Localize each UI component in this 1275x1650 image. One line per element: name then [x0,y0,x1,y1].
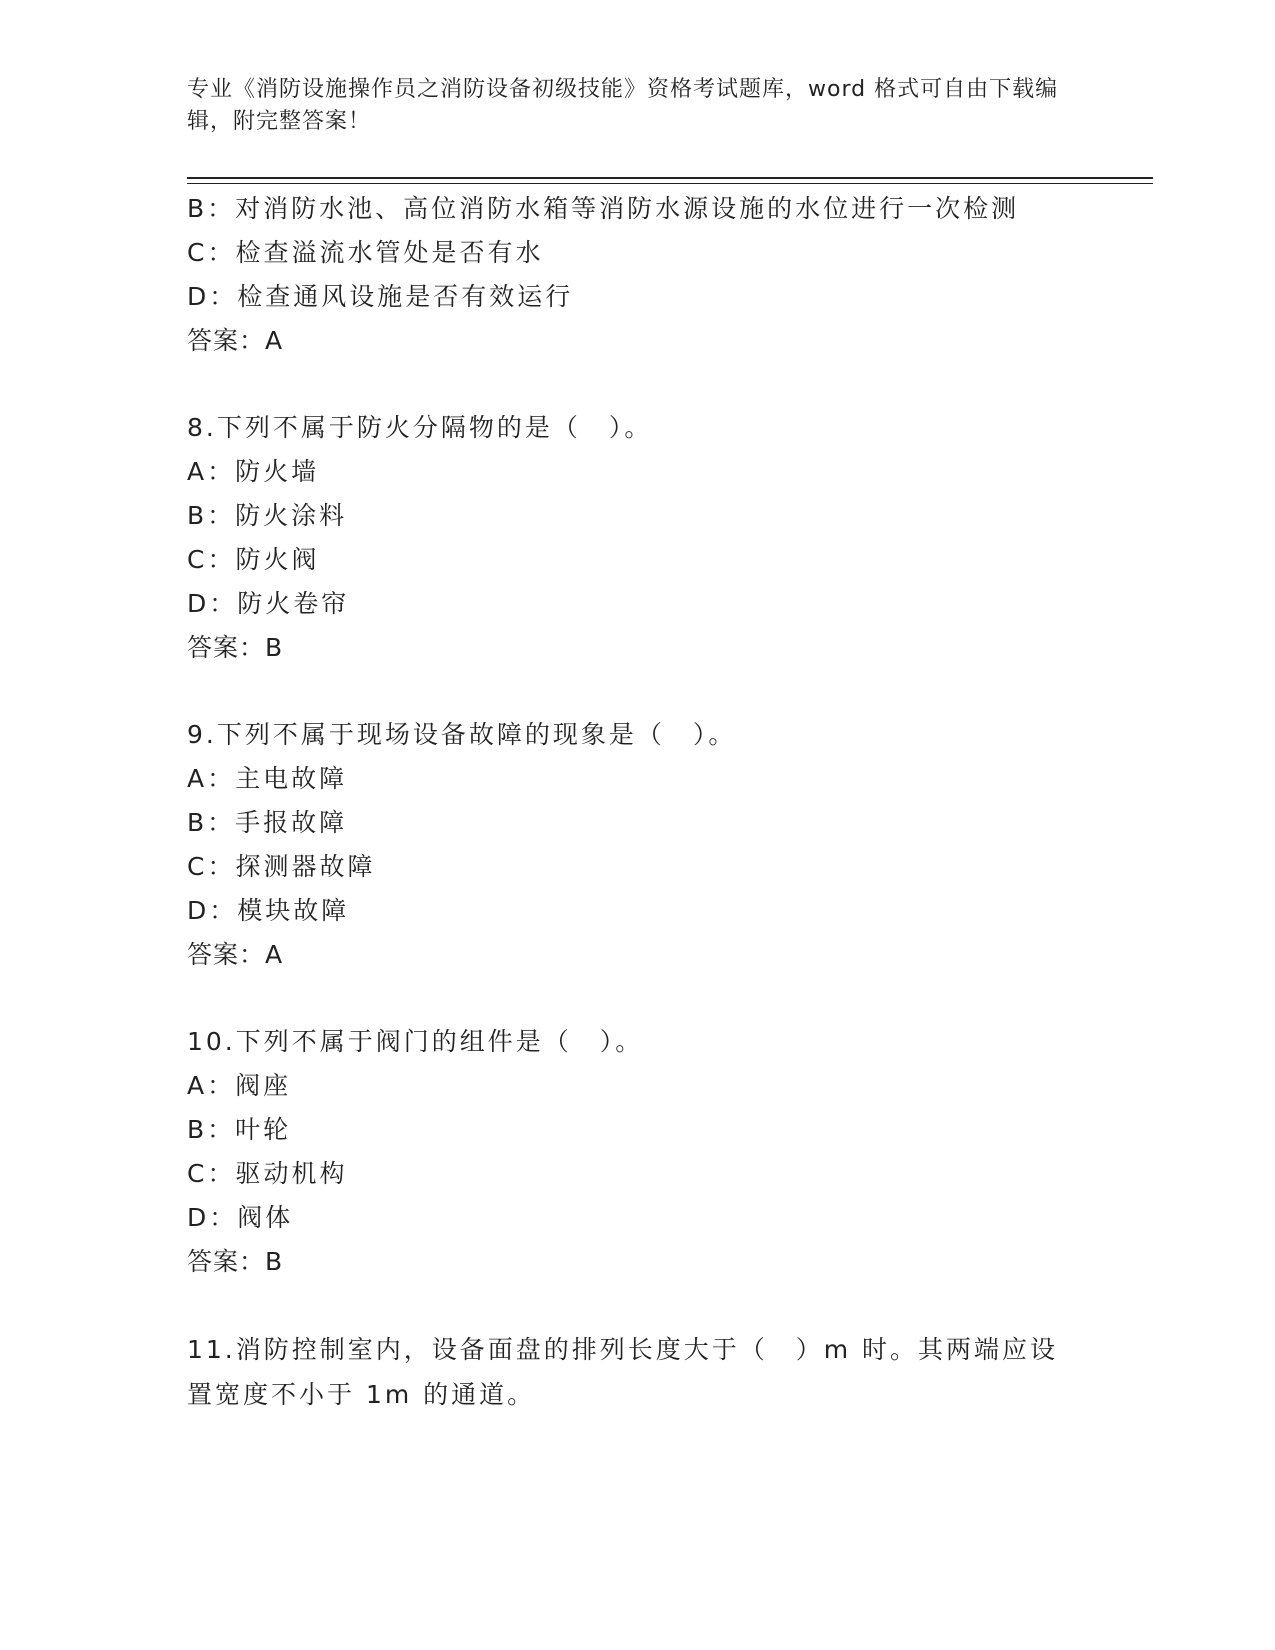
q10-option-a: A：阀座 [187,1071,292,1100]
q10-option-b: B：叶轮 [187,1115,292,1144]
q8-question: 8.下列不属于防火分隔物的是（ ）。 [187,413,653,442]
q9-answer: 答案：A [187,940,284,969]
document-header: 专业《消防设施操作员之消防设备初级技能》资格考试题库，word 格式可自由下载编辑，附完整答案！ [187,77,1059,134]
q8-option-a: A：防火墙 [187,457,320,486]
q7-option-d: D：检查通风设施是否有效运行 [187,282,574,311]
q7-option-b: B：对消防水池、高位消防水箱等消防水源设施的水位进行一次检测 [187,194,1020,223]
header-rule-thick [187,177,1153,179]
q10-option-c: C：驱动机构 [187,1159,348,1188]
q9-option-d: D：模块故障 [187,896,350,925]
q10-question: 10.下列不属于阀门的组件是（ ）。 [187,1027,644,1056]
q9-option-b: B：手报故障 [187,808,348,837]
q9-question: 9.下列不属于现场设备故障的现象是（ ）。 [187,720,737,749]
q8-option-b: B：防火涂料 [187,501,348,530]
q11-question: 11.消防控制室内，设备面盘的排列长度大于（ ）m 时。其两端应设置宽度不小于 1m 的通道。 [187,1335,1059,1409]
q9-option-c: C：探测器故障 [187,852,376,881]
q10-answer: 答案：B [187,1247,284,1276]
q8-option-c: C：防火阀 [187,545,320,574]
header-rule-thin [187,183,1153,184]
q7-answer: 答案：A [187,326,284,355]
q10-option-d: D：阀体 [187,1203,294,1232]
q7-option-c: C：检查溢流水管处是否有水 [187,238,544,267]
q9-option-a: A：主电故障 [187,764,348,793]
q8-option-d: D：防火卷帘 [187,589,350,618]
q8-answer: 答案：B [187,633,284,662]
